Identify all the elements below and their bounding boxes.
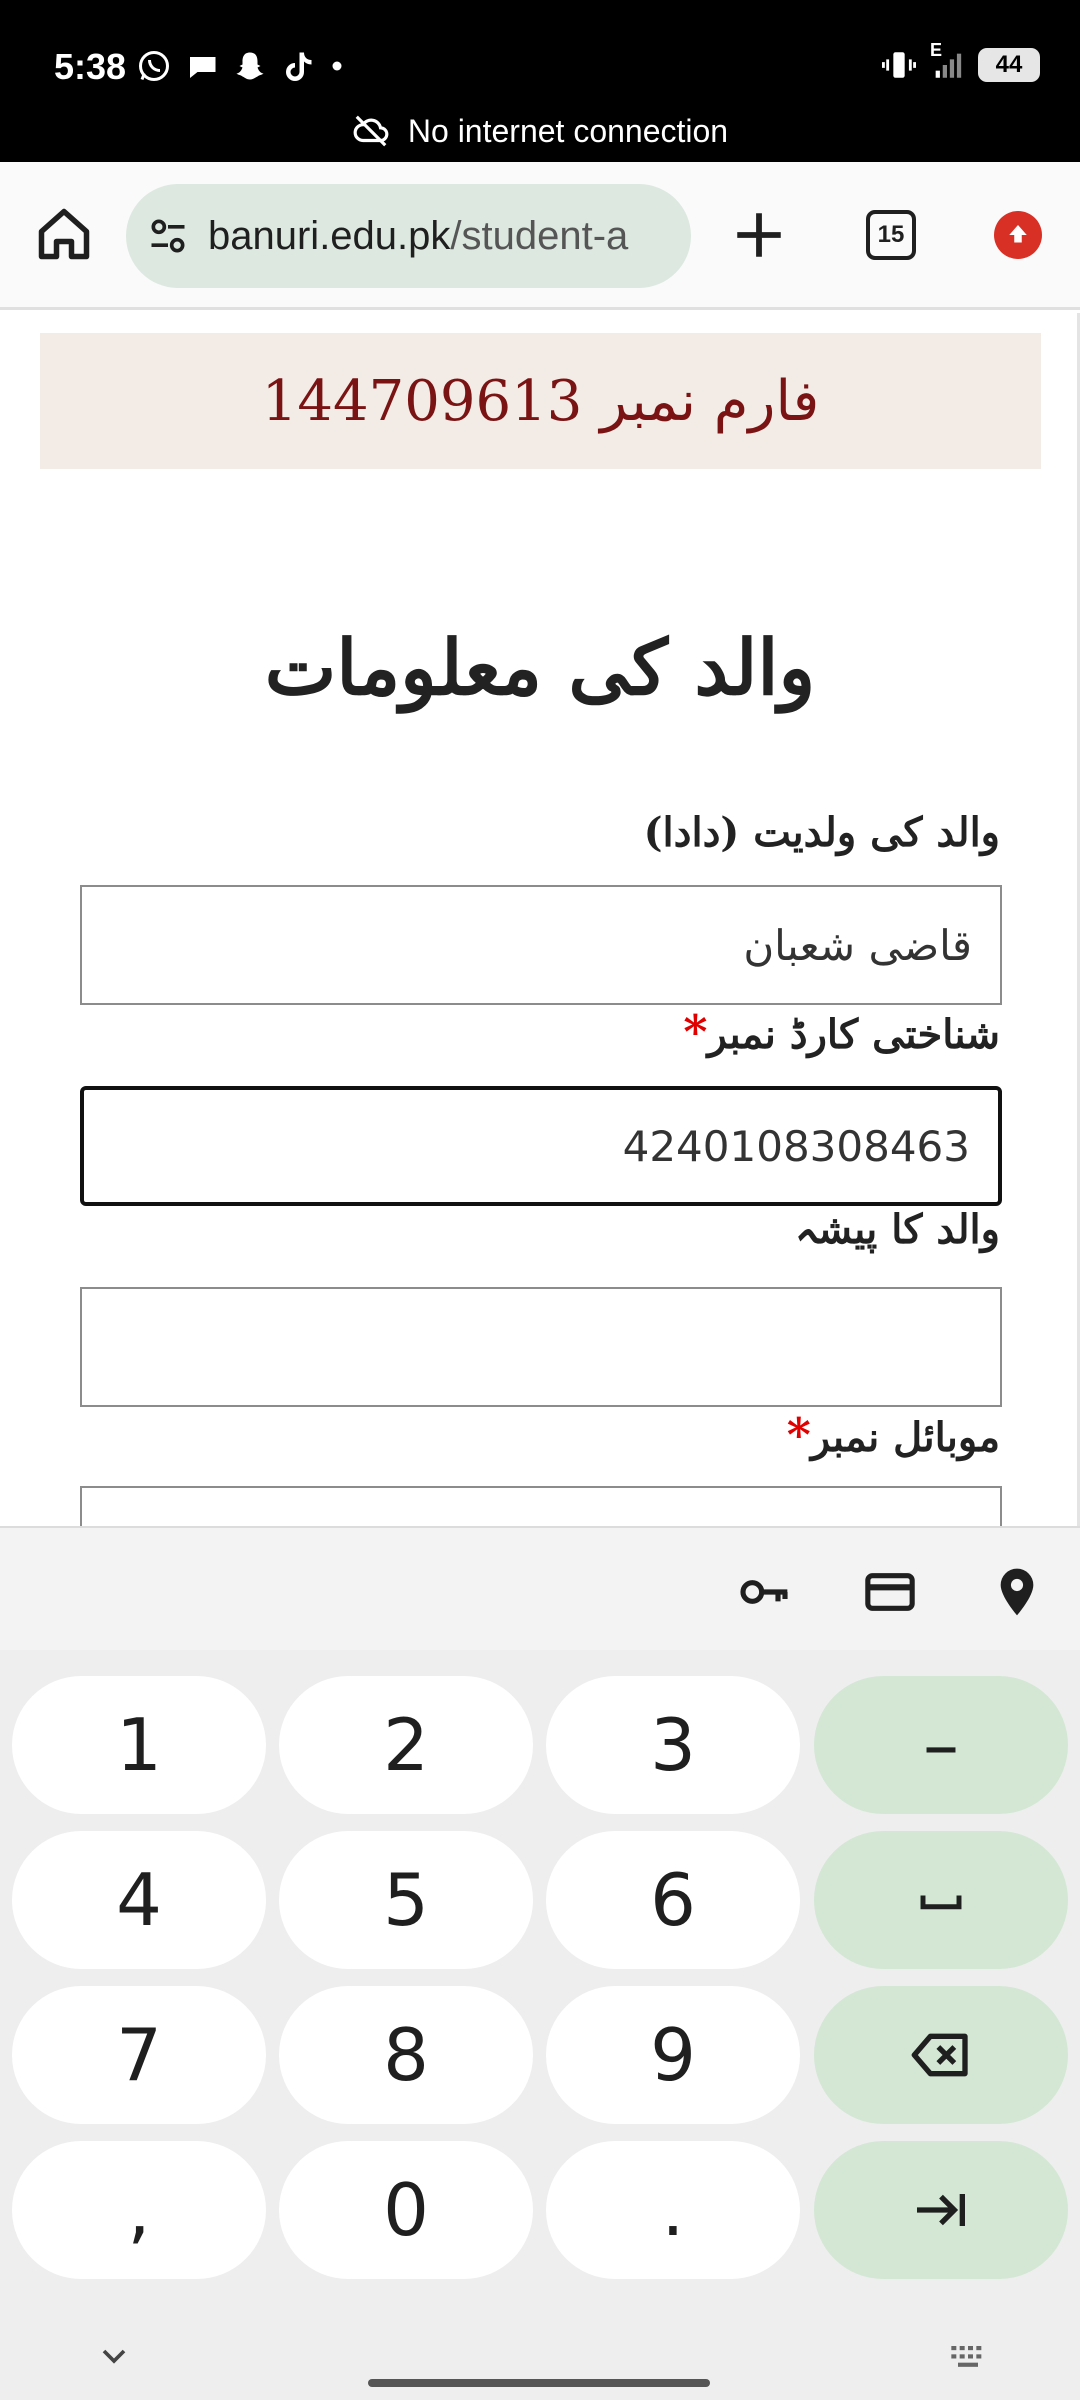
father-occupation-field[interactable] xyxy=(80,1287,1002,1407)
label-text: موبائل نمبر xyxy=(810,1414,1000,1461)
url-domain: banuri.edu.pk xyxy=(208,213,451,258)
new-tab-icon[interactable] xyxy=(730,206,788,264)
label-grandfather-name xyxy=(644,809,1000,856)
chevron-down-icon[interactable] xyxy=(94,2336,134,2376)
numeric-keyboard xyxy=(0,1526,1080,2400)
key-comma[interactable]: , xyxy=(12,2141,266,2279)
key-period[interactable]: . xyxy=(546,2141,800,2279)
grandfather-name-field[interactable]: قاضی شعبان xyxy=(80,885,1002,1005)
key-5[interactable]: 5 xyxy=(279,1831,533,1969)
label-cnic xyxy=(683,1005,1000,1059)
key-6[interactable]: 6 xyxy=(546,1831,800,1969)
key-1[interactable]: 1 xyxy=(12,1676,266,1814)
section-title: والد کی معلومات xyxy=(264,623,816,712)
tab-switcher-icon[interactable]: 15 xyxy=(866,210,916,260)
label-text: والد کی ولدیت (دادا) xyxy=(643,809,1000,856)
label-mobile-number xyxy=(787,1408,1000,1462)
url-text[interactable] xyxy=(208,214,628,259)
tab-next-icon xyxy=(909,2178,973,2242)
battery-icon: 44 xyxy=(978,48,1040,82)
site-settings-icon[interactable] xyxy=(146,214,190,258)
keyboard-suggestion-bar xyxy=(0,1526,1080,1650)
vibrate-icon xyxy=(882,48,916,82)
key-0[interactable]: 0 xyxy=(279,2141,533,2279)
offline-text: No internet connection xyxy=(407,112,729,149)
key-next[interactable] xyxy=(814,2141,1068,2279)
offline-banner xyxy=(0,112,1080,150)
status-time: 5:38 xyxy=(54,46,127,87)
mobile-number-field[interactable] xyxy=(80,1486,1002,1526)
key-3[interactable]: 3 xyxy=(546,1676,800,1814)
system-icons xyxy=(882,40,1040,82)
label-text: والد کا پیشہ xyxy=(794,1206,1000,1253)
address-bar[interactable] xyxy=(126,184,691,288)
required-mark: * xyxy=(786,1408,811,1462)
form-number-banner: فارم نمبر 144709613 xyxy=(40,333,1041,469)
gesture-nav-handle[interactable] xyxy=(368,2379,710,2387)
key-backspace[interactable] xyxy=(814,1986,1068,2124)
notification-icons xyxy=(136,48,346,84)
cloud-off-icon xyxy=(352,112,390,150)
keyboard-icon[interactable] xyxy=(946,2336,990,2376)
key-space[interactable] xyxy=(814,1831,1068,1969)
key-4[interactable]: 4 xyxy=(12,1831,266,1969)
key-2[interactable]: 2 xyxy=(279,1676,533,1814)
chat-icon xyxy=(184,48,220,84)
key-8[interactable]: 8 xyxy=(279,1986,533,2124)
snapchat-icon xyxy=(232,48,268,84)
network-type: E xyxy=(930,40,943,60)
browser-toolbar xyxy=(0,162,1080,310)
key-minus[interactable]: – xyxy=(814,1676,1068,1814)
credit-card-icon[interactable] xyxy=(862,1564,918,1620)
backspace-icon xyxy=(909,2023,973,2087)
cnic-field[interactable]: 4240108308463 xyxy=(80,1086,1002,1206)
url-path: /student-a xyxy=(450,213,629,258)
key-7[interactable]: 7 xyxy=(12,1986,266,2124)
space-icon xyxy=(914,1873,968,1927)
label-text: شناختی کارڈ نمبر xyxy=(707,1011,1000,1058)
keyboard-bottom-bar xyxy=(0,2316,1080,2400)
dot-icon xyxy=(328,57,346,75)
key-icon[interactable] xyxy=(736,1564,792,1620)
web-page xyxy=(0,313,1080,1526)
label-father-occupation xyxy=(795,1206,1000,1253)
tiktok-icon xyxy=(280,48,316,84)
whatsapp-icon xyxy=(136,48,172,84)
key-9[interactable]: 9 xyxy=(546,1986,800,2124)
required-mark: * xyxy=(683,1005,708,1059)
signal-icon xyxy=(930,40,964,82)
status-bar xyxy=(0,0,1080,162)
update-icon[interactable] xyxy=(994,211,1042,259)
location-icon[interactable] xyxy=(989,1564,1045,1620)
home-icon[interactable] xyxy=(34,204,94,264)
